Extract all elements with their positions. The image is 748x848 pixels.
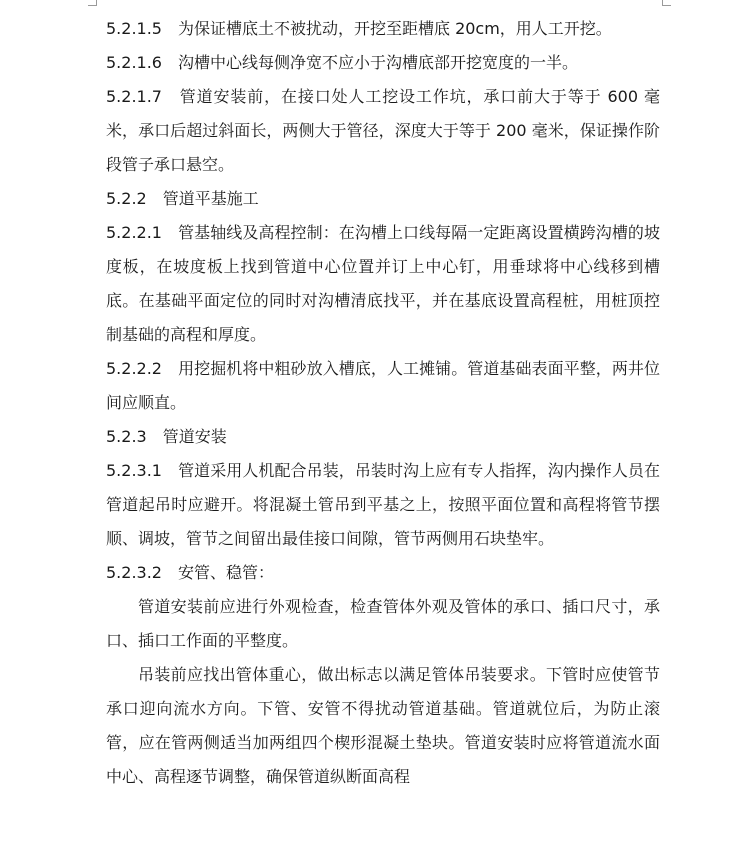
paragraph-5-2-1-6: 5.2.1.6 沟槽中心线每侧净宽不应小于沟槽底部开挖宽度的一半。 <box>106 53 578 72</box>
paragraph-5-2-1-5: 5.2.1.5 为保证槽底土不被扰动，开挖至距槽底 20cm，用人工开挖。 <box>106 19 612 38</box>
paragraph-5-2-2-1: 5.2.2.1 管基轴线及高程控制：在沟槽上口线每隔一定距离设置横跨沟槽的坡度板，在坡度板上找到管道中心位置并订上中心钉，用垂球将中心线移到槽底。在基础平面定位的同时对沟槽清底找平，并在基底设置高程桩，用桩顶控制基础的高程和厚度。 <box>106 223 660 344</box>
paragraph-5-2-1-7: 5.2.1.7 管道安装前，在接口处人工挖设工作坑，承口前大于等于 600 毫米，承口后超过斜面长，两侧大于管径，深度大于等于 200 毫米，保证操作阶段管子承口悬空。 <box>106 87 660 174</box>
paragraph-5-2-3-1: 5.2.3.1 管道采用人机配合吊装，吊装时沟上应有专人指挥，沟内操作人员在管道起吊时应避开。将混凝土管吊到平基之上，按照平面位置和高程将管节摆顺、调坡，管节之间留出最佳接口间隙，管节两侧用石块垫牢。 <box>106 461 660 548</box>
paragraph-5-2-2-2: 5.2.2.2 用挖掘机将中粗砂放入槽底，人工摊铺。管道基础表面平整，两井位间应顺直。 <box>106 359 660 412</box>
heading-5-2-3-2: 5.2.3.2 安管、稳管： <box>106 563 274 582</box>
paragraph-hoisting: 吊装前应找出管体重心，做出标志以满足管体吊装要求。下管时应使管节承口迎向流水方向。下管、安管不得扰动管道基础。管道就位后，为防止滚管，应在管两侧适当加两组四个楔形混凝土垫块。管道安装时应将管道流水面中心、高程逐节调整，确保管道纵断面高程 <box>106 665 660 786</box>
document-body <box>106 12 660 794</box>
heading-5-2-3: 5.2.3 管道安装 <box>106 427 227 446</box>
page-margin-mark-right-h <box>662 5 671 6</box>
page-margin-mark-left-h <box>88 5 97 6</box>
heading-5-2-2: 5.2.2 管道平基施工 <box>106 189 259 208</box>
paragraph-inspection: 管道安装前应进行外观检查，检查管体外观及管体的承口、插口尺寸，承口、插口工作面的平整度。 <box>106 597 660 650</box>
